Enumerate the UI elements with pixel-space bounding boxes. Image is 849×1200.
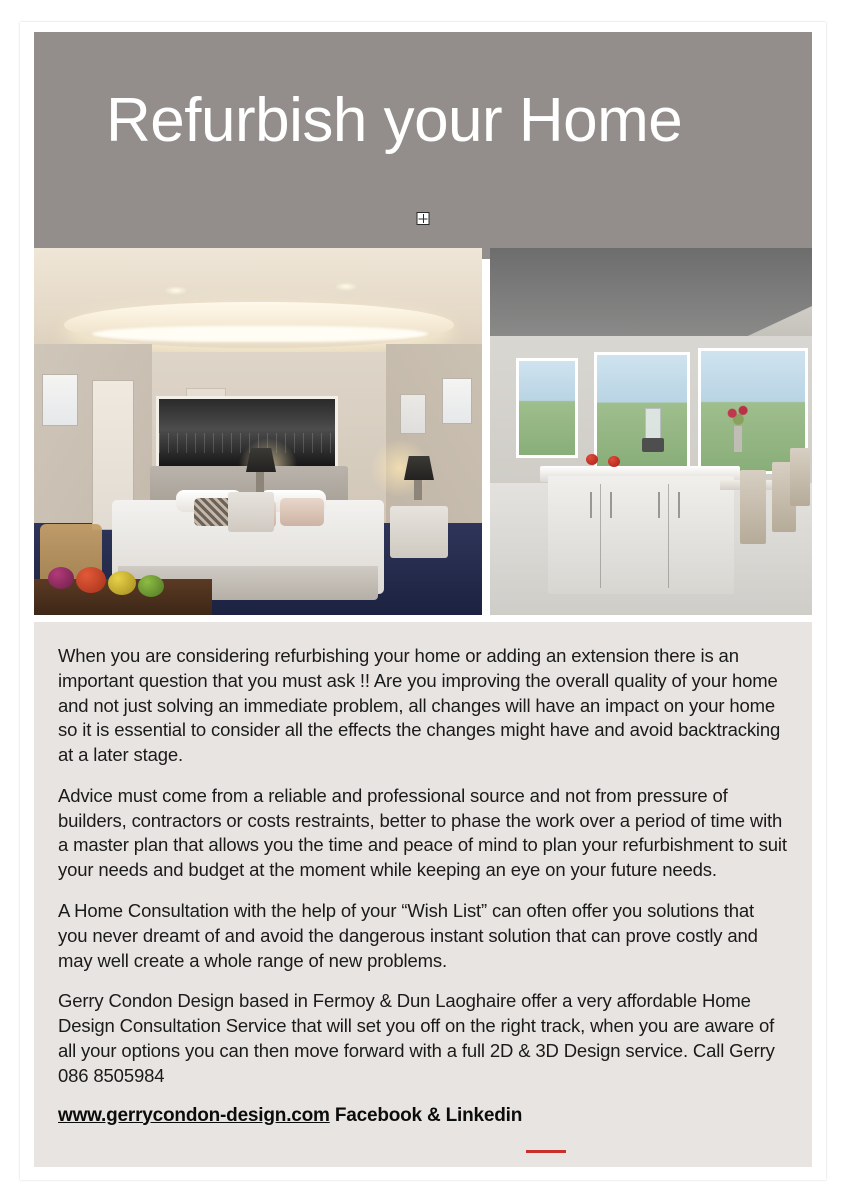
poster-sheet [20,22,826,1180]
fruit [138,575,164,597]
apple [586,454,598,465]
dining-chair [740,470,766,544]
article-body [34,622,812,1167]
red-underline-mark [526,1150,566,1153]
fruit [48,567,74,589]
ceiling-downlight-icon [334,282,358,291]
header-banner [34,32,812,259]
paragraph: When you are considering refurbishing your home or adding an extension there is an important question that you must ask !! Are you improving the overall quality of your home and not just solving an immediate problem, all changes will have an impact on your home so it is essential to consider all the effects the changes might have and avoid backtracking at a later stage. [58,645,781,766]
kitchen-window [594,352,690,470]
blender-jar [645,408,661,440]
cabinet-seam [600,484,601,588]
bedroom-window [42,374,78,426]
dining-chair [790,448,810,506]
bedroom-window [442,378,472,424]
paragraph: A Home Consultation with the help of your “Wish List” can often offer you solutions that you never dreamt of and avoid the dangerous instant solution that can prove costly and may well create a whole range of new problems. [58,900,758,971]
image-strip [34,248,812,615]
fruit [76,567,106,593]
kitchen-window [516,358,578,458]
lamp-shade [404,456,434,480]
move-handle-icon[interactable] [417,212,430,225]
kitchen-island [548,476,734,594]
cabinet-handle [610,492,612,518]
bedroom-render [34,248,482,615]
footer-contact [58,1105,788,1127]
cabinet-handle [590,492,592,518]
paragraph: Advice must come from a reliable and professional source and not from pressure of builders, contractors or costs restraints, better to phase the work over a period of time with a master plan that allows you the time and peace of mind to plan your refurbishment to suit your needs and budget at the moment while keeping an eye on your future needs. [58,784,787,881]
cabinet-seam [668,484,669,588]
lamp-stem [256,470,264,492]
paragraph: Gerry Condon Design based in Fermoy & Dun Laoghaire offer a very affordable Home Design Consultation Service that will set you off on the right track, when you are aware of all your options you can then move forward with a full 2D & 3D Design service. Call Gerry 086 8505984 [58,990,775,1086]
apple [608,456,620,467]
blender-base [642,438,664,452]
bedroom-window [400,394,426,434]
ceiling-downlight-icon [164,286,188,295]
page-title: Refurbish your Home [106,86,683,155]
bedroom-cove-light-inner [92,326,428,342]
nightstand [390,506,448,558]
kitchen-ceiling [490,248,812,340]
fruit [108,571,136,595]
website-link[interactable]: www.gerrycondon-design.com [58,1104,330,1126]
cushion [194,498,232,526]
cabinet-handle [658,492,660,518]
flower-vase [734,426,742,452]
kitchen-render [490,248,812,615]
nightstand [228,492,274,532]
lamp-stem [414,478,422,500]
cushion [280,498,324,526]
cabinet-handle [678,492,680,518]
lamp-shade [246,448,276,472]
social-links[interactable]: Facebook & Linkedin [329,1104,523,1126]
